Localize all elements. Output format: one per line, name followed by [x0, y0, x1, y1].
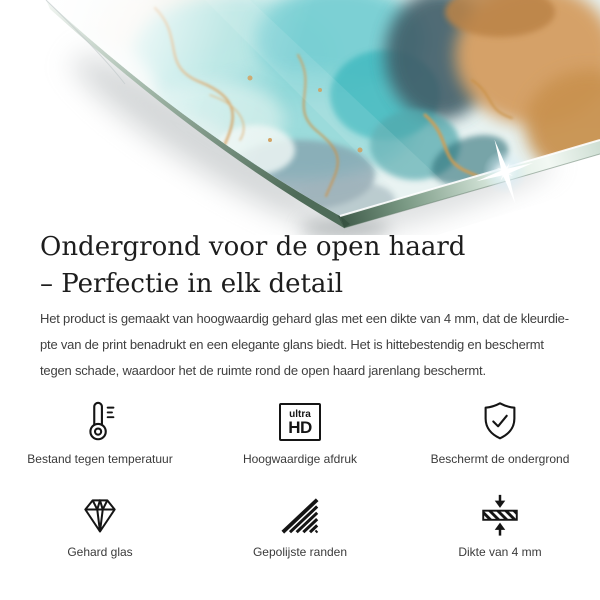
ultra-hd-text-top: ultra — [289, 408, 311, 420]
description-line: tegen schade, waardoor het de ruimte rond de open haard jarenlang beschermt. — [40, 363, 486, 378]
thermometer-icon — [77, 397, 123, 447]
feature-label: Bestand tegen temperatuur — [27, 452, 173, 466]
feature-label: Dikte van 4 mm — [458, 545, 542, 559]
feature-thickness — [400, 490, 600, 559]
feature-label: Gepolijste randen — [252, 545, 348, 559]
feature-grid — [0, 397, 600, 559]
page-title-line2: – Perfectie in elk detail — [40, 269, 344, 299]
description-line: pte van de print benadrukt en een elegante glans biedt. Het is hittebestendig en beschermt — [40, 337, 544, 352]
feature-protection — [400, 397, 600, 466]
polished-edges-icon — [279, 490, 321, 540]
feature-label: Beschermt de ondergrond — [430, 452, 570, 466]
feature-polished-edges — [200, 490, 400, 559]
description-line: Het product is gemaakt van hoogwaardig gehard glas met een dikte van 4 mm, dat de kleurdie- — [40, 311, 569, 326]
ultra-hd-text-bottom: HD — [288, 417, 312, 437]
feature-label: Gehard glas — [67, 545, 133, 559]
product-image — [0, 0, 600, 235]
feature-label: Hoogwaardige afdruk — [242, 452, 358, 466]
page-title — [40, 229, 465, 303]
page-title-line1: Ondergrond voor de open haard — [40, 232, 466, 262]
thickness-icon — [477, 490, 523, 540]
feature-print — [200, 397, 400, 466]
shield-check-icon — [477, 397, 523, 447]
product-description — [40, 306, 569, 384]
ultra-hd-icon — [279, 397, 321, 447]
feature-temperature — [0, 397, 200, 466]
diamond-icon — [78, 490, 122, 540]
feature-tempered-glass — [0, 490, 200, 559]
